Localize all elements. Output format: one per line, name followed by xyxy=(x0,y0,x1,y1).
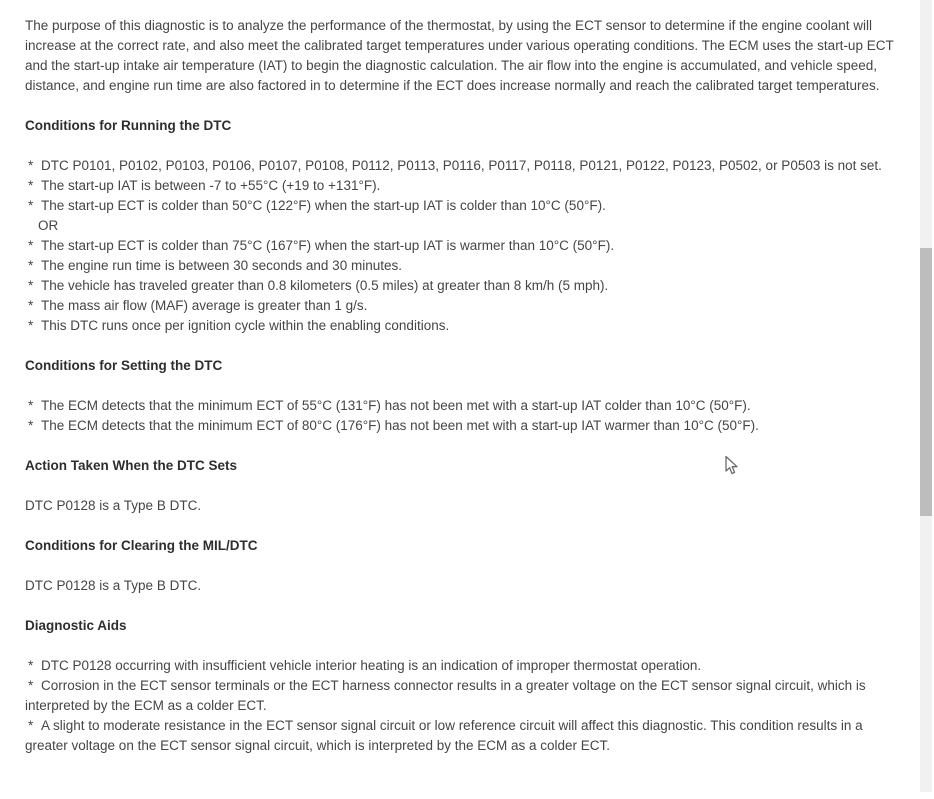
list-item-text: The vehicle has traveled greater than 0.8 kilometers (0.5 miles) at greater than 8 km/h (5 mph). xyxy=(41,278,609,293)
heading-conditions-setting-dtc: Conditions for Setting the DTC xyxy=(25,358,223,373)
running-dtc-list xyxy=(25,156,909,336)
bullet-marker: * xyxy=(28,298,34,313)
list-item xyxy=(25,396,909,416)
list-item xyxy=(25,276,909,296)
bullet-marker: * xyxy=(28,198,34,213)
list-item-text: The engine run time is between 30 seconds and 30 minutes. xyxy=(41,258,402,273)
list-item-text: The ECM detects that the minimum ECT of 55°C (131°F) has not been met with a start-up IAT colder than 10°C (50°F). xyxy=(41,398,751,413)
vertical-scrollbar[interactable] xyxy=(920,0,932,792)
diagnostic-aids-list xyxy=(25,656,909,756)
list-item xyxy=(25,296,909,316)
bullet-marker: * xyxy=(28,718,34,733)
list-item xyxy=(25,156,909,176)
list-item xyxy=(25,176,909,196)
bullet-marker: * xyxy=(28,658,34,673)
bullet-marker: * xyxy=(28,418,34,433)
setting-dtc-list xyxy=(25,396,909,436)
action-taken-text: DTC P0128 is a Type B DTC. xyxy=(25,498,202,513)
bullet-marker: * xyxy=(28,238,34,253)
bullet-marker: * xyxy=(28,398,34,413)
heading-diagnostic-aids: Diagnostic Aids xyxy=(25,618,127,633)
bullet-marker: * xyxy=(28,158,34,173)
list-item xyxy=(25,236,909,256)
list-item xyxy=(25,676,909,716)
list-item xyxy=(25,316,909,336)
list-item-text: DTC P0128 occurring with insufficient vehicle interior heating is an indication of improper thermostat operation. xyxy=(41,658,702,673)
document-content xyxy=(25,16,909,776)
list-item-text: The start-up ECT is colder than 75°C (167°F) when the start-up IAT is warmer than 10°C (50°F). xyxy=(41,238,615,253)
list-item-text: This DTC runs once per ignition cycle within the enabling conditions. xyxy=(41,318,450,333)
list-item-text: The mass air flow (MAF) average is greater than 1 g/s. xyxy=(41,298,368,313)
list-item-text: Corrosion in the ECT sensor terminals or the ECT harness connector results in a greater voltage on the ECT sensor signal circuit, which is interpreted by the ECM as a colder ECT. xyxy=(25,678,866,713)
list-item-text: DTC P0101, P0102, P0103, P0106, P0107, P0108, P0112, P0113, P0116, P0117, P0118, P0121, P0122, P0123, P0502, or P0503 is not set. xyxy=(41,158,882,173)
bullet-marker: * xyxy=(28,278,34,293)
list-item-text: The start-up ECT is colder than 50°C (122°F) when the start-up IAT is colder than 10°C (50°F). xyxy=(41,198,606,213)
list-item xyxy=(25,416,909,436)
list-item-text: The ECM detects that the minimum ECT of 80°C (176°F) has not been met with a start-up IAT warmer than 10°C (50°F). xyxy=(41,418,759,433)
list-item xyxy=(25,716,909,756)
heading-conditions-clearing: Conditions for Clearing the MIL/DTC xyxy=(25,538,258,553)
or-connector: OR xyxy=(38,218,59,233)
heading-conditions-running-dtc: Conditions for Running the DTC xyxy=(25,118,232,133)
list-item-text: The start-up IAT is between -7 to +55°C (+19 to +131°F). xyxy=(41,178,381,193)
list-item xyxy=(25,256,909,276)
list-item-text: A slight to moderate resistance in the ECT sensor signal circuit or low reference circuit will affect this diagnostic. This condition results in a greater voltage on the ECT sensor signal circuit, which is interpreted by the ECM as a colder ECT. xyxy=(25,718,863,753)
bullet-marker: * xyxy=(28,678,34,693)
clearing-text: DTC P0128 is a Type B DTC. xyxy=(25,578,202,593)
intro-paragraph: The purpose of this diagnostic is to analyze the performance of the thermostat, by using the ECT sensor to determine if the engine coolant will increase at the correct rate, and also meet the calibrated target temperatures under various operating conditions. The ECM uses the start-up ECT and the start-up intake air temperature (IAT) to begin the diagnostic calculation. The air flow into the engine is accumulated, and vehicle speed, distance, and engine run time are also factored in to determine if the ECT does increase normally and reach the calibrated target temperatures. xyxy=(25,18,894,93)
list-item xyxy=(25,196,909,216)
bullet-marker: * xyxy=(28,318,34,333)
bullet-marker: * xyxy=(28,178,34,193)
heading-action-taken: Action Taken When the DTC Sets xyxy=(25,458,238,473)
scrollbar-thumb[interactable] xyxy=(920,248,932,516)
list-item xyxy=(25,656,909,676)
bullet-marker: * xyxy=(28,258,34,273)
